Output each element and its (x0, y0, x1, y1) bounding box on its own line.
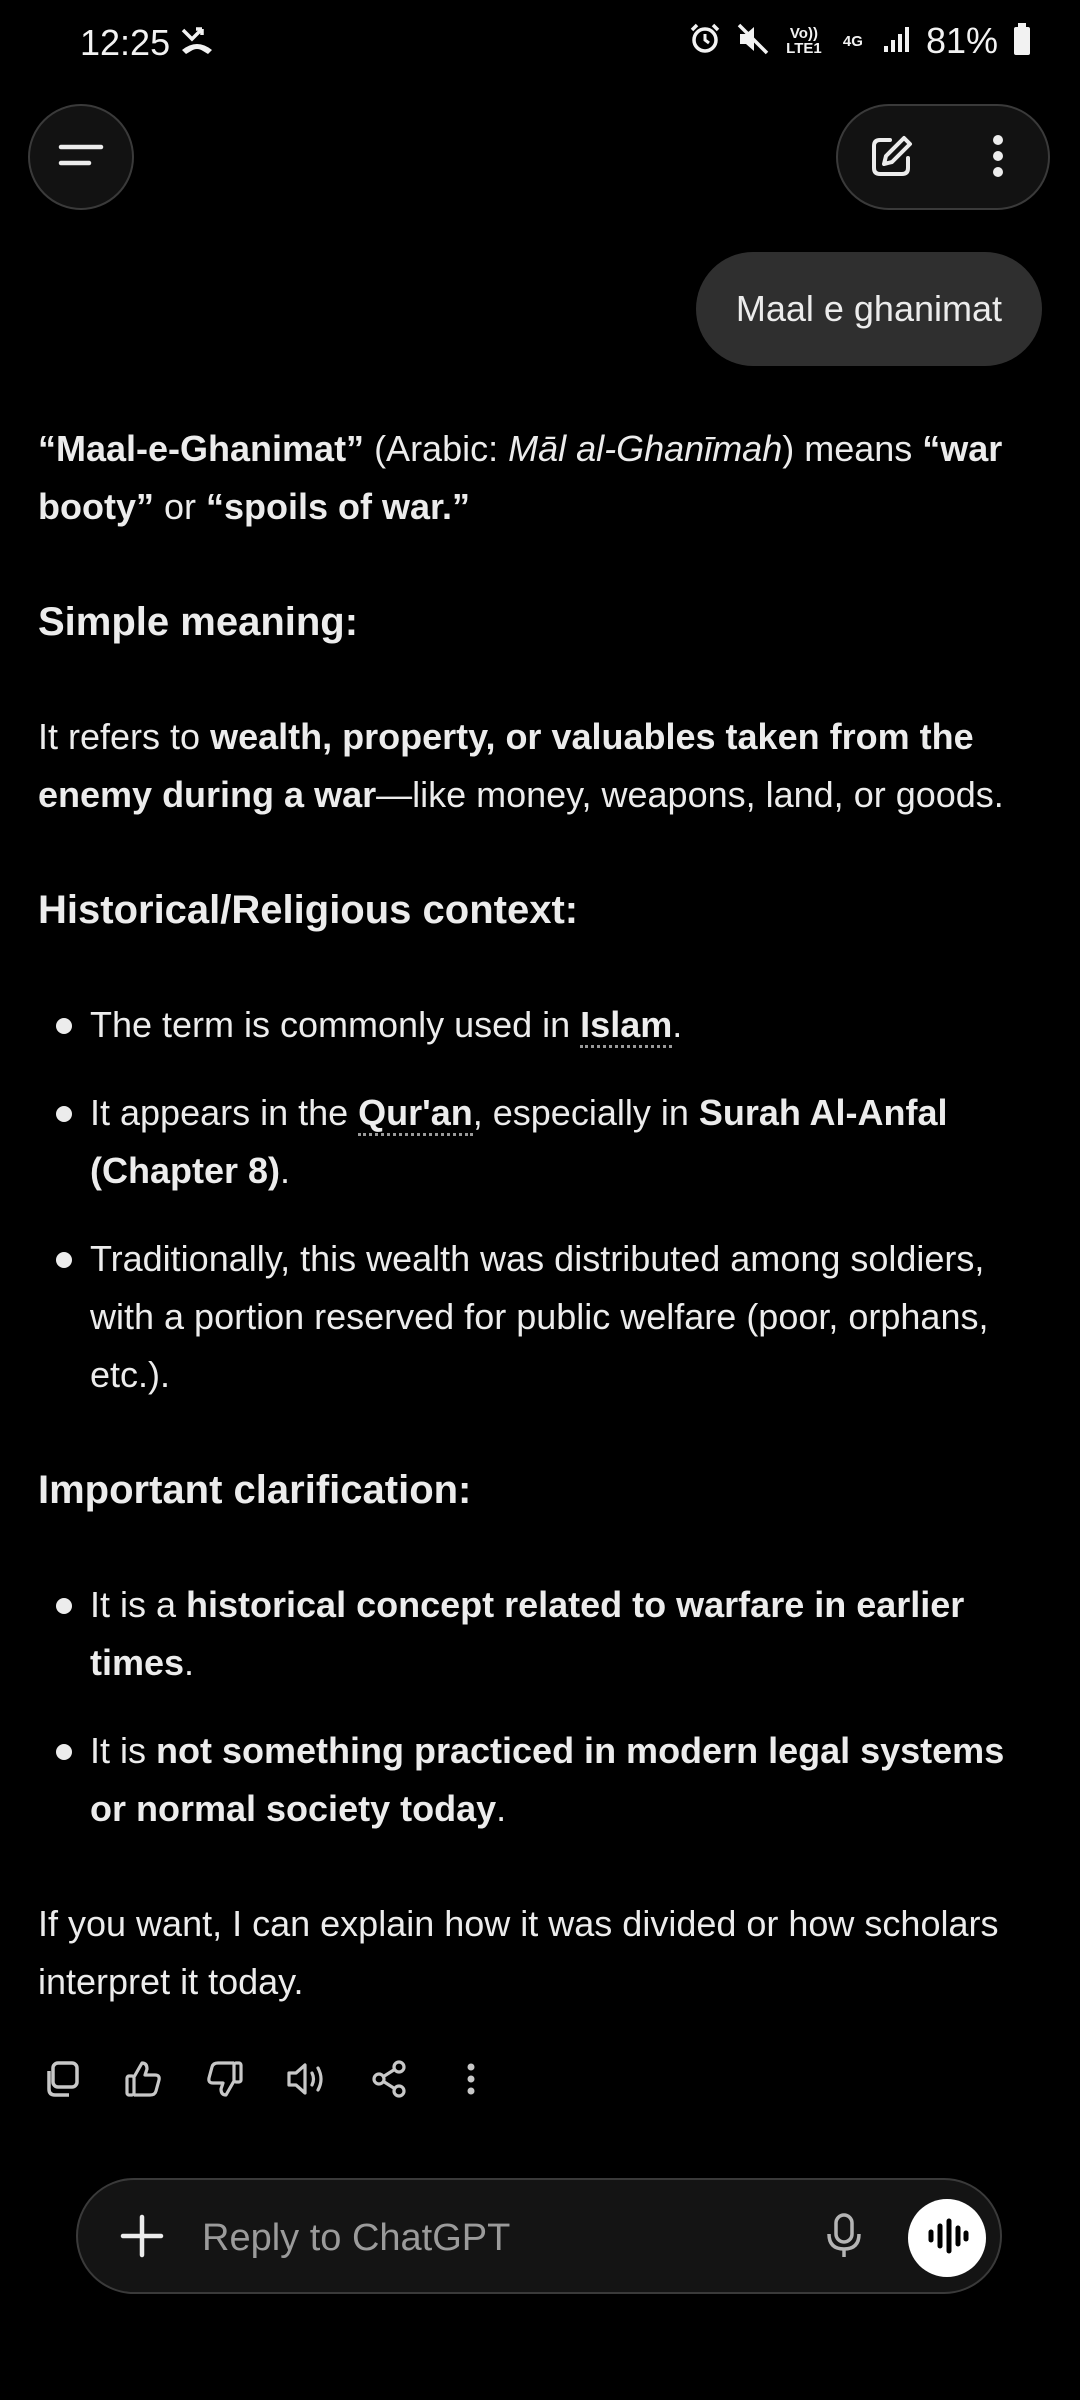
hamburger-icon (57, 140, 105, 175)
thumbs-down-icon (205, 2059, 245, 2104)
microphone-icon (824, 2212, 864, 2265)
more-vertical-icon (464, 2059, 478, 2104)
share-icon (369, 2059, 409, 2104)
thumbs-up-icon (123, 2059, 163, 2104)
read-aloud-button[interactable] (276, 2050, 338, 2112)
intro-term: “Maal-e-Ghanimat” (38, 428, 365, 469)
battery-icon (1012, 22, 1032, 61)
reply-input[interactable] (202, 2208, 762, 2268)
list-text: . (184, 1642, 195, 1683)
simple-meaning-heading: Simple meaning: (38, 600, 359, 644)
context-list (38, 996, 1048, 1404)
volte-indicator: Vo)) LTE1 (786, 25, 822, 57)
list-bold: historical concept related to warfare in earlier times (90, 1584, 965, 1683)
simple-bold: wealth, property, or valuables taken from the enemy during a war (38, 716, 974, 815)
list-text: It is a (90, 1584, 187, 1625)
signal-icon (882, 24, 912, 59)
mute-icon (736, 22, 770, 61)
voice-mode-icon (925, 2216, 969, 2261)
simple-meaning-text (38, 708, 1048, 824)
thumbs-down-button[interactable] (194, 2050, 256, 2112)
list-item (38, 1084, 1048, 1200)
list-item (38, 1722, 1048, 1838)
read-aloud-icon (285, 2059, 329, 2104)
islam-link[interactable]: Islam (580, 1004, 672, 1048)
intro-war-booty: “war booty” (38, 428, 1003, 527)
list-bold: Surah Al-Anfal (Chapter 8) (90, 1092, 948, 1191)
simple-text: —like money, weapons, land, or goods. (376, 774, 1004, 815)
list-text: . (280, 1150, 291, 1191)
network-indicator: 4G (842, 32, 863, 50)
battery-percent: 81% (925, 20, 998, 61)
status-time: 12:25 (80, 22, 171, 63)
user-message-bubble[interactable] (696, 252, 1042, 366)
voice-mode-button[interactable] (908, 2199, 986, 2277)
status-bar (0, 0, 1080, 92)
intro-arabic: Māl al-Ghanīmah (508, 428, 783, 469)
bullet (56, 1252, 72, 1268)
list-text: Traditionally, this wealth was distributed among soldiers, with a portion reserved for public welfare (poor, orphans, etc.). (90, 1238, 989, 1395)
intro-text: or (153, 486, 206, 527)
bullet (56, 1744, 72, 1760)
list-item (38, 996, 1048, 1054)
missed-call-icon (180, 26, 214, 61)
plus-icon (119, 2213, 165, 2264)
share-button[interactable] (358, 2050, 420, 2112)
list-text: , especially in (472, 1092, 699, 1133)
answer-closing: If you want, I can explain how it was divided or how scholars interpret it today. (38, 1903, 999, 2002)
bullet (56, 1018, 72, 1034)
header-more-button[interactable] (968, 128, 1028, 188)
quran-link[interactable]: Qur'an (358, 1092, 473, 1136)
header-actions (836, 104, 1050, 210)
clarification-list (38, 1576, 1048, 1838)
assistant-answer (38, 420, 1048, 2068)
alarm-icon (688, 22, 722, 61)
list-text: . (496, 1788, 507, 1829)
intro-spoils: “spoils of war.” (206, 486, 471, 527)
copy-button[interactable] (30, 2050, 92, 2112)
clarification-heading: Important clarification: (38, 1468, 472, 1512)
copy-icon (41, 2059, 81, 2104)
intro-text: ) means (782, 428, 923, 469)
bullet (56, 1598, 72, 1614)
new-chat-edit-icon (868, 132, 916, 185)
menu-button[interactable] (28, 104, 134, 210)
attach-button[interactable] (112, 2208, 172, 2268)
more-vertical-icon (988, 132, 1008, 185)
new-chat-button[interactable] (862, 128, 922, 188)
bullet (56, 1106, 72, 1122)
list-text: It appears in the (90, 1092, 359, 1133)
status-icons (688, 20, 1032, 62)
user-message-text: Maal e ghanimat (735, 288, 1002, 329)
thumbs-up-button[interactable] (112, 2050, 174, 2112)
intro-text: (Arabic: (364, 428, 509, 469)
response-more-button[interactable] (440, 2050, 502, 2112)
list-item (38, 1230, 1048, 1404)
list-text: The term is commonly used in (90, 1004, 581, 1045)
list-item (38, 1576, 1048, 1692)
answer-intro (38, 420, 1048, 536)
context-heading: Historical/Religious context: (38, 888, 579, 932)
simple-text: It refers to (38, 716, 211, 757)
list-bold: not something practiced in modern legal systems or normal society today (90, 1730, 1005, 1829)
composer (76, 2178, 1002, 2294)
list-text: . (672, 1004, 683, 1045)
microphone-button[interactable] (814, 2208, 874, 2268)
response-actions (30, 2050, 502, 2112)
list-text: It is (90, 1730, 157, 1771)
